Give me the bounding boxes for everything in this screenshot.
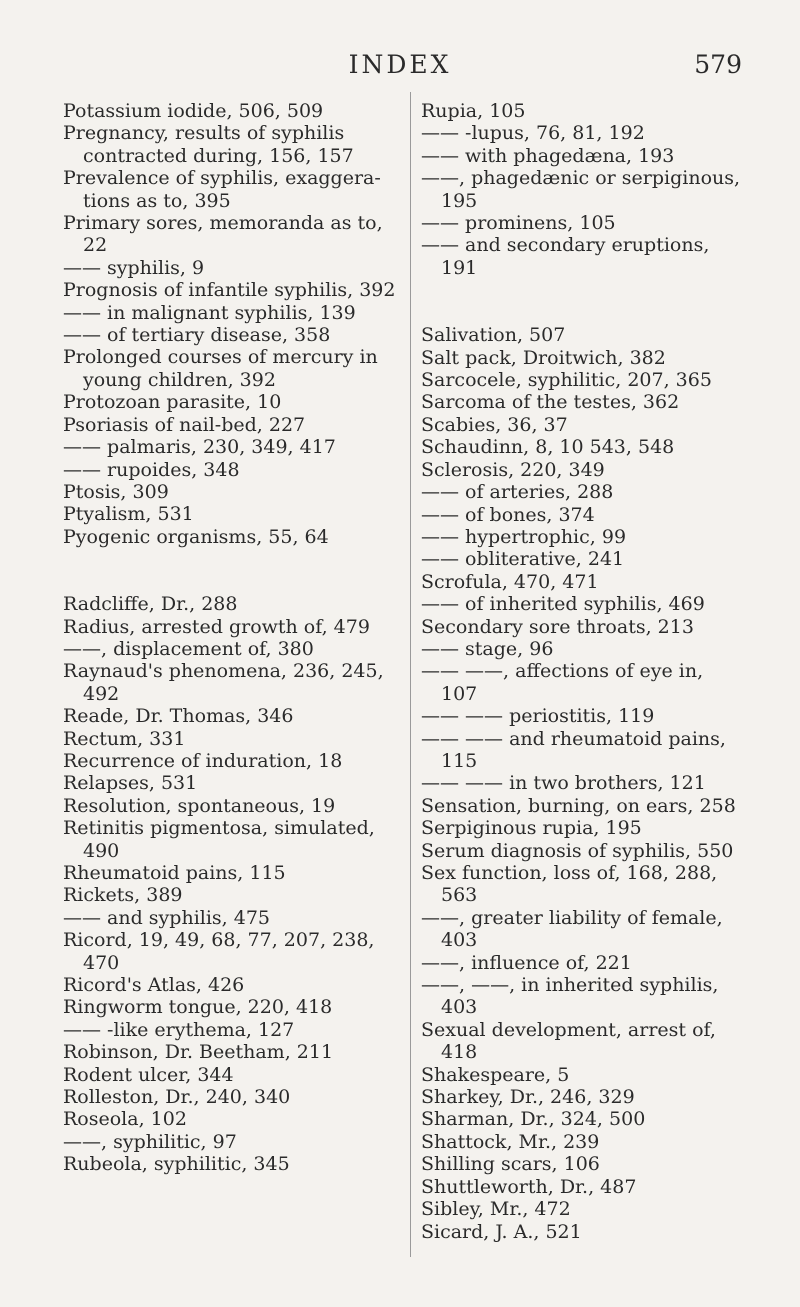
index-entry: Salt pack, Droitwich, 382 <box>421 346 666 369</box>
index-entry: Radius, arrested growth of, 479 <box>63 615 370 638</box>
index-entry: Recurrence of induration, 18 <box>63 749 343 772</box>
index-entry: ——, displacement of, 380 <box>63 637 314 660</box>
index-entry: Pyogenic organisms, 55, 64 <box>63 525 329 548</box>
index-entry: Prolonged courses of mercury in young children, 392 <box>63 346 378 391</box>
index-entry: —— -lupus, 76, 81, 192 <box>421 122 645 145</box>
index-entry: Serpiginous rupia, 195 <box>421 817 642 840</box>
index-entry: Psoriasis of nail-bed, 227 <box>63 413 306 436</box>
index-entry: —— syphilis, 9 <box>63 256 205 279</box>
index-entry: Protozoan parasite, 10 <box>63 391 282 414</box>
index-entry: Prevalence of syphilis, exaggera- tions as to, 395 <box>63 167 381 212</box>
index-entry: Sex function, loss of, 168, 288, 563 <box>421 862 718 907</box>
index-entry: Scabies, 36, 37 <box>421 413 568 436</box>
index-entry: Resolution, spontaneous, 19 <box>63 794 336 817</box>
index-entry: Rectum, 331 <box>63 727 186 750</box>
index-entry: —— of bones, 374 <box>421 503 595 526</box>
index-entry: Sarcoma of the testes, 362 <box>421 391 680 414</box>
index-entry: Sclerosis, 220, 349 <box>421 458 605 481</box>
index-entry: Ricord's Atlas, 426 <box>63 974 245 997</box>
index-entry: Salivation, 507 <box>421 324 566 347</box>
index-entry: —— -like erythema, 127 <box>63 1018 295 1041</box>
index-entry: —— ——, affections of eye in, 107 <box>421 660 704 705</box>
letter-section-gap <box>421 279 745 324</box>
index-entry: Primary sores, memoranda as to, 22 <box>63 212 383 257</box>
index-entry: —— and secondary eruptions, 191 <box>421 234 710 279</box>
index-entry: —— of inherited syphilis, 469 <box>421 593 705 616</box>
index-column-left <box>63 100 405 1176</box>
index-entry: Sarcocele, syphilitic, 207, 365 <box>421 369 712 392</box>
index-entry: Relapses, 531 <box>63 772 198 795</box>
index-entry: Potassium iodide, 506, 509 <box>63 100 324 122</box>
index-entry: Reade, Dr. Thomas, 346 <box>63 705 294 728</box>
index-entry: ——, syphilitic, 97 <box>63 1130 237 1153</box>
index-entry: Shuttleworth, Dr., 487 <box>421 1175 637 1198</box>
index-entry: Sharman, Dr., 324, 500 <box>421 1108 646 1131</box>
index-entry: ——, influence of, 221 <box>421 951 632 974</box>
index-entry: ——, ——, in inherited syphilis, 403 <box>421 974 719 1019</box>
index-entry: ——, phagedænic or serpiginous, 195 <box>421 167 741 212</box>
index-entry: Ricord, 19, 49, 68, 77, 207, 238, 470 <box>63 929 375 974</box>
page-header <box>0 50 800 90</box>
index-entry: —— prominens, 105 <box>421 212 616 235</box>
index-entry: —— —— and rheumatoid pains, 115 <box>421 727 726 772</box>
index-entry: Shilling scars, 106 <box>421 1153 600 1176</box>
index-entry: —— —— periostitis, 119 <box>421 705 655 728</box>
letter-section-gap <box>63 548 405 593</box>
index-entry: Rupia, 105 <box>421 100 526 122</box>
index-entry: Roseola, 102 <box>63 1108 187 1131</box>
index-entry: Sicard, J. A., 521 <box>421 1220 582 1243</box>
index-entry: Rubeola, syphilitic, 345 <box>63 1153 290 1176</box>
index-entry: Radcliffe, Dr., 288 <box>63 593 238 616</box>
index-column-right <box>421 100 745 1243</box>
index-entry: Rickets, 389 <box>63 884 183 907</box>
index-entry: Ptosis, 309 <box>63 480 169 503</box>
column-divider <box>410 92 411 1257</box>
index-entry: —— —— in two brothers, 121 <box>421 772 706 795</box>
index-entry: Rolleston, Dr., 240, 340 <box>63 1086 291 1109</box>
index-entry: Serum diagnosis of syphilis, 550 <box>421 839 734 862</box>
index-entry: Robinson, Dr. Beetham, 211 <box>63 1041 334 1064</box>
index-entry: Sexual development, arrest of, 418 <box>421 1018 716 1064</box>
index-entry: —— in malignant syphilis, 139 <box>63 301 356 324</box>
index-entry: Schaudinn, 8, 10 543, 548 <box>421 436 675 459</box>
index-entry: Shattock, Mr., 239 <box>421 1130 600 1153</box>
index-entry: Secondary sore throats, 213 <box>421 615 694 638</box>
index-entry: —— rupoides, 348 <box>63 458 240 481</box>
index-entry: —— obliterative, 241 <box>421 548 625 571</box>
index-entry: Sharkey, Dr., 246, 329 <box>421 1086 635 1109</box>
index-entry: Scrofula, 470, 471 <box>421 570 599 593</box>
index-entry: ——, greater liability of female, 403 <box>421 906 723 952</box>
index-entry: Raynaud's phenomena, 236, 245, 492 <box>63 660 384 705</box>
index-entry: —— and syphilis, 475 <box>63 906 271 929</box>
index-entry: Rodent ulcer, 344 <box>63 1063 234 1086</box>
index-entry: Prognosis of infantile syphilis, 392 <box>63 279 396 302</box>
index-entry: Sibley, Mr., 472 <box>421 1198 571 1221</box>
index-entry: —— of arteries, 288 <box>421 481 614 504</box>
index-entry: Sensation, burning, on ears, 258 <box>421 794 736 817</box>
index-entry: Pregnancy, results of syphilis contracted during, 156, 157 <box>63 122 354 167</box>
index-entry: —— with phagedæna, 193 <box>421 144 675 167</box>
index-entry: Ptyalism, 531 <box>63 503 194 526</box>
index-entry: —— of tertiary disease, 358 <box>63 324 331 347</box>
index-entry: Ringworm tongue, 220, 418 <box>63 996 333 1019</box>
page-title: INDEX <box>348 50 452 79</box>
index-entry: Shakespeare, 5 <box>421 1063 570 1086</box>
index-entry: —— stage, 96 <box>421 637 554 660</box>
index-entry: Retinitis pigmentosa, simulated, 490 <box>63 817 375 862</box>
index-entry: —— palmaris, 230, 349, 417 <box>63 436 336 459</box>
index-entry: Rheumatoid pains, 115 <box>63 862 286 884</box>
page-number: 579 <box>694 50 742 79</box>
index-entry: —— hypertrophic, 99 <box>421 525 627 548</box>
